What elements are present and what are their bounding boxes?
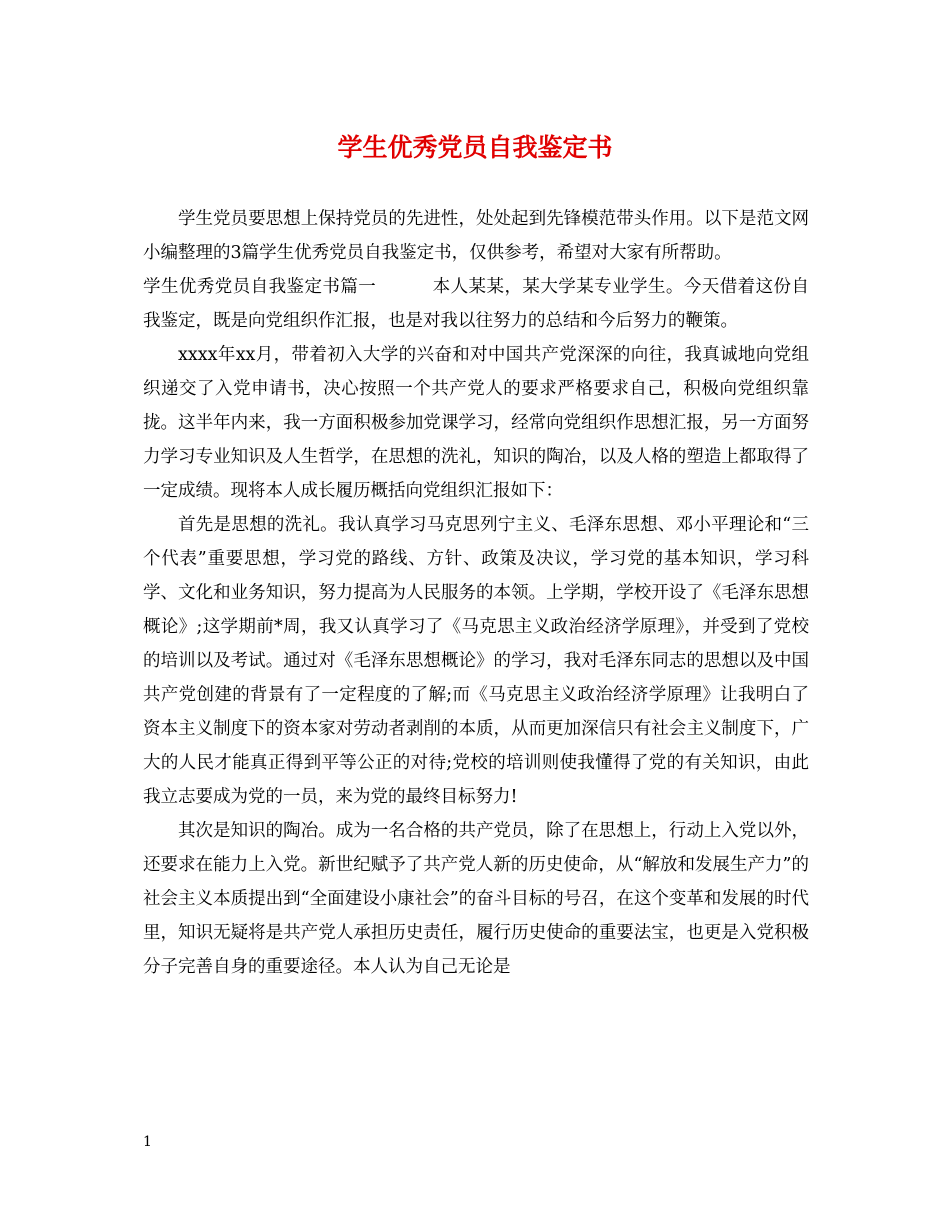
body-paragraph-knowledge: 其次是知识的陶冶。成为一名合格的共产党员，除了在思想上，行动上入党以外，还要求在能力上入党。新世纪赋予了共产党人新的历史使命，从“解放和发展生产力”的社会主义本质提出到“全面建设小康社会”的奋斗目标的号召，在这个变革和发展的时代里，知识无疑将是共产党人承担历史责任，履行历史使命的重要法宝，也更是入党积极分子完善自身的重要途径。本人认为自己无论是: [143, 821, 809, 977]
section-1-first-paragraph: [143, 270, 809, 338]
body-paragraph-application: xxxx年xx月，带着初入大学的兴奋和对中国共产党深深的向往，我真诚地向党组织递交了入党申请书，决心按照一个共产党人的要求严格要求自己，积极向党组织靠拢。这半年内来，我一方面积极参加党课学习，经常向党组织作思想汇报，另一方面努力学习专业知识及人生哲学，在思想的洗礼，知识的陶冶，以及人格的塑造上都取得了一定成绩。现将本人成长履历概括向党组织汇报如下：: [143, 345, 809, 501]
section-1-first-text: 本人某某，某大学某专业学生。今天借着这份自我鉴定，既是向党组织作汇报，也是对我以往努力的总结和今后努力的鞭策。: [143, 277, 809, 331]
page-number: 1: [143, 1134, 152, 1150]
document-body: [143, 202, 809, 984]
intro-paragraph: 学生党员要思想上保持党员的先进性，处处起到先锋模范带头作用。以下是范文网小编整理的3篇学生优秀党员自我鉴定书，仅供参考，希望对大家有所帮助。: [143, 209, 809, 263]
section-1-heading: 学生优秀党员自我鉴定书篇一: [143, 277, 377, 297]
body-paragraph-thought: 首先是思想的洗礼。我认真学习马克思列宁主义、毛泽东思想、邓小平理论和“三个代表”重要思想，学习党的路线、方针、政策及决议，学习党的基本知识，学习科学、文化和业务知识，努力提高为人民服务的本领。上学期，学校开设了《毛泽东思想概论》;这学期前*周，我又认真学习了《马克思主义政治经济学原理》，并受到了党校的培训以及考试。通过对《毛泽东思想概论》的学习，我对毛泽东同志的思想以及中国共产党创建的背景有了一定程度的了解;而《马克思主义政治经济学原理》让我明白了资本主义制度下的资本家对劳动者剥削的本质，从而更加深信只有社会主义制度下，广大的人民才能真正得到平等公正的对待;党校的培训则使我懂得了党的有关知识，由此我立志要成为党的一员，来为党的最终目标努力!: [143, 515, 809, 807]
document-title: 学生优秀党员自我鉴定书: [337, 133, 613, 162]
